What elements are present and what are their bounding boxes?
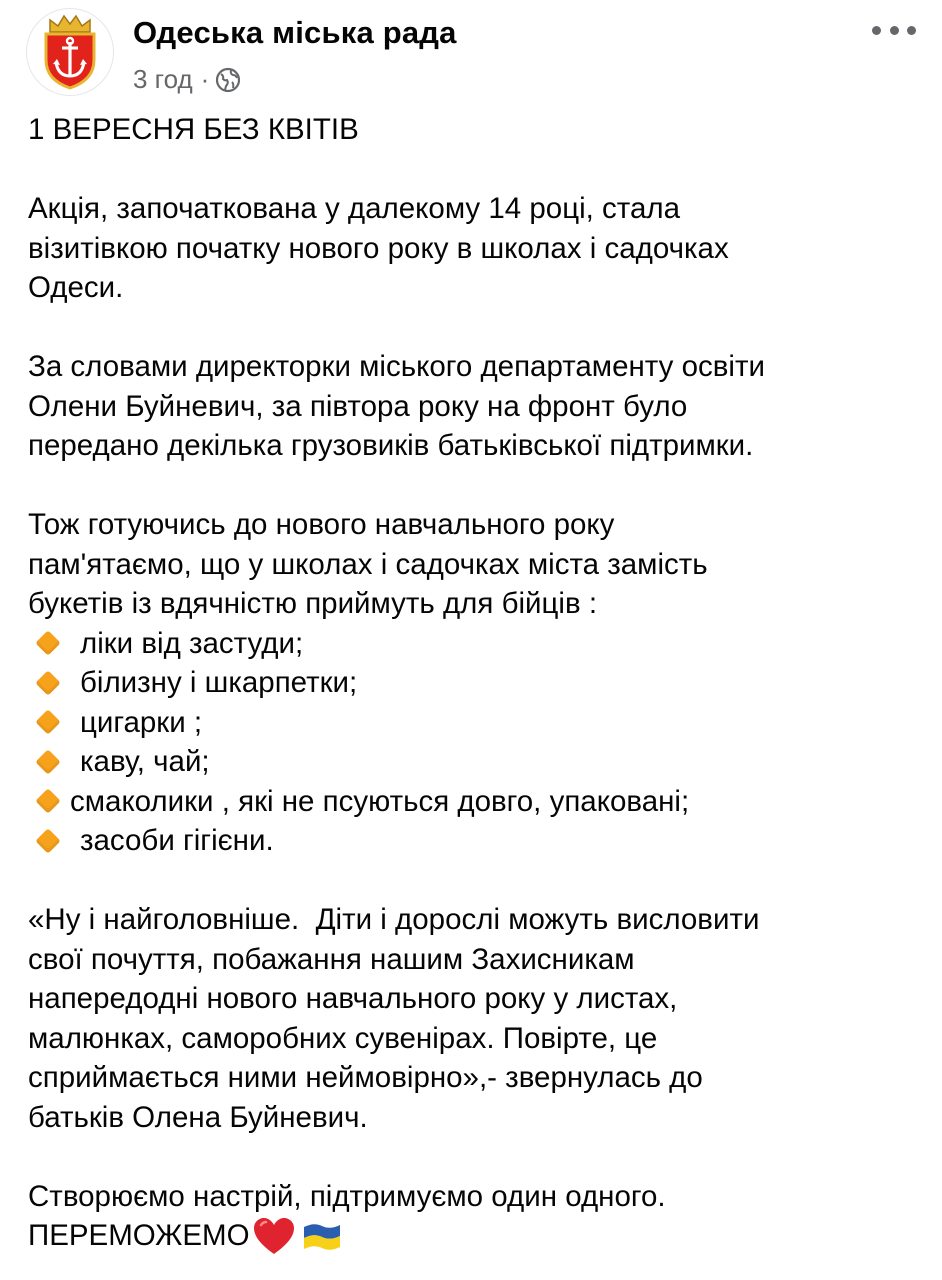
page-name-link[interactable]: Одеська міська рада <box>133 15 457 50</box>
paragraph-line: букетів із вдячністю приймуть для бійців : <box>28 587 598 620</box>
paragraph-line: Олени Буйневич, за півтора року на фронт було <box>28 389 688 423</box>
post-time[interactable]: 3 год <box>133 64 193 94</box>
quote-line: батьків Олена Буйневич. <box>28 1100 368 1134</box>
list-item-text: цигарки ; <box>80 705 203 739</box>
page-avatar[interactable] <box>26 8 114 96</box>
more-options-button[interactable] <box>872 20 916 40</box>
red-heart-icon <box>252 1216 296 1256</box>
quote-line: малюнках, саморобних сувенірах. Повірте, це <box>28 1021 658 1055</box>
ukraine-flag-icon <box>302 1221 342 1251</box>
paragraph-line: За словами директорки міського департаменту освіти <box>28 350 765 383</box>
list-item-text: смаколики , які не псуються довго, упаковані; <box>70 784 690 818</box>
orange-diamond-icon <box>30 821 66 861</box>
list-item <box>28 821 928 861</box>
orange-diamond-icon <box>30 703 66 743</box>
list-item <box>28 703 928 743</box>
more-horizontal-icon-dot <box>890 26 899 35</box>
list-item-text: каву, чай; <box>80 745 210 778</box>
odesa-coat-of-arms-icon <box>38 14 102 90</box>
meta-separator: · <box>200 64 210 94</box>
paragraph-line: Одеси. <box>28 271 124 304</box>
more-horizontal-icon-dot <box>907 26 916 35</box>
post-title: 1 ВЕРЕСНЯ БЕЗ КВІТІВ <box>28 113 359 146</box>
quote-line: сприймається ними неймовірно»,- звернулась до <box>28 1061 703 1094</box>
closing-text: ПЕРЕМОЖЕМО <box>28 1219 250 1253</box>
post-body <box>28 110 928 1256</box>
orange-diamond-icon <box>30 663 66 703</box>
paragraph-line: пам'ятаємо, що у школах і садочках міста замість <box>28 547 708 581</box>
list-item <box>28 782 928 822</box>
quote-line: «Ну і найголовніше. Діти і дорослі можуть висловити <box>28 903 760 936</box>
orange-diamond-icon <box>30 782 66 822</box>
list-item <box>28 663 928 703</box>
orange-diamond-icon <box>30 624 66 664</box>
list-item <box>28 624 928 664</box>
paragraph-line: Тож готуючись до нового навчального року <box>28 508 615 541</box>
quote-line: свої почуття, побажання нашим Захисникам <box>28 942 635 976</box>
post-meta <box>133 64 241 95</box>
quote-line: напередодні нового навчального року у листах, <box>28 982 678 1015</box>
list-item <box>28 742 928 782</box>
globe-icon[interactable] <box>215 67 241 93</box>
closing-line: Створюємо настрій, підтримуємо один одного. <box>28 1179 666 1213</box>
paragraph-line: передано декілька грузовиків батьківської підтримки. <box>28 429 754 462</box>
more-horizontal-icon-dot <box>872 26 881 35</box>
closing-line-with-emoji <box>28 1216 928 1256</box>
paragraph-line: візитівкою початку нового року в школах і садочках <box>28 231 729 265</box>
post-header <box>0 0 942 110</box>
list-item-text: засоби гігієни. <box>80 824 274 857</box>
paragraph-line: Акція, започаткована у далекому 14 році, стала <box>28 192 680 225</box>
list-item-text: ліки від застуди; <box>80 626 304 660</box>
list-item-text: білизну і шкарпетки; <box>80 666 358 699</box>
orange-diamond-icon <box>30 742 66 782</box>
